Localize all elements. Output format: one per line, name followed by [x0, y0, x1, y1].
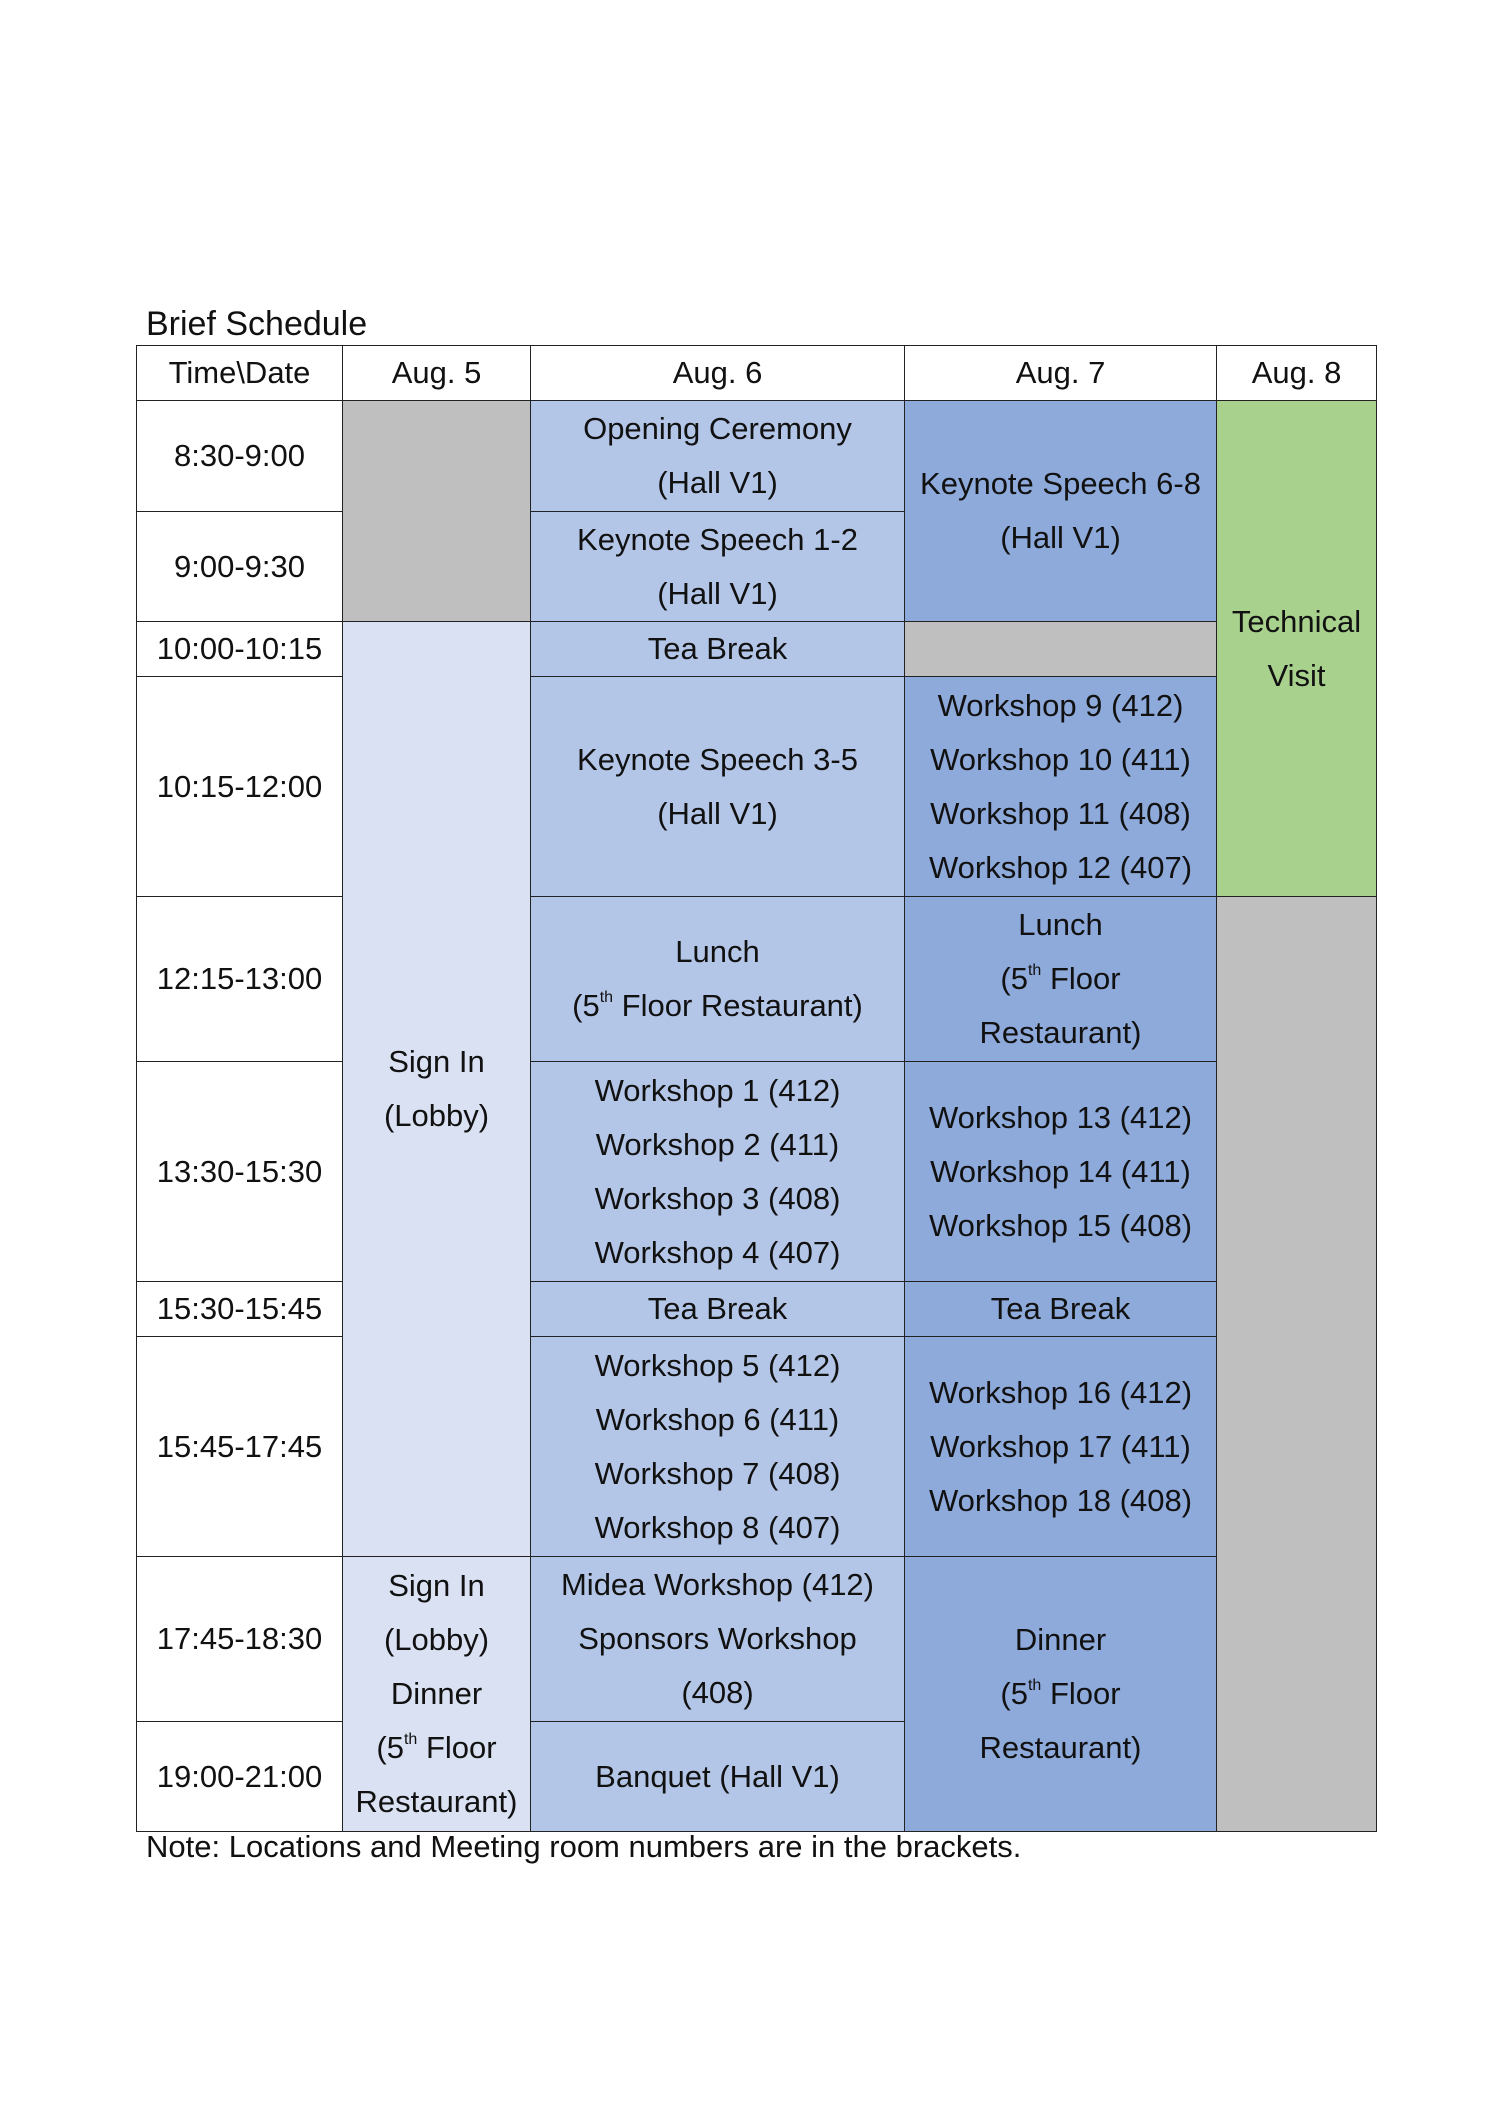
table-row	[137, 677, 1377, 897]
superscript: th	[599, 989, 614, 1006]
table-row	[137, 1557, 1377, 1722]
keynote-3-5-cell	[531, 677, 905, 897]
time-cell: 9:00-9:30	[137, 512, 343, 622]
cell-line: Workshop 4 (407)	[594, 1234, 841, 1270]
text-part: Floor	[417, 1730, 497, 1765]
cell-line: Workshop 3 (408)	[594, 1180, 841, 1216]
cell-line: (Hall V1)	[1000, 520, 1121, 555]
cell-line: Workshop 6 (411)	[595, 1401, 840, 1437]
cell-line: Workshop 14 (411)	[930, 1153, 1191, 1189]
cell-line: Sponsors Workshop	[578, 1621, 857, 1656]
cell-line: Workshop 15 (408)	[928, 1207, 1193, 1243]
text-part: Floor Restaurant)	[613, 988, 863, 1023]
cell-line: Restaurant)	[979, 1730, 1142, 1765]
sign-in-dinner-cell	[343, 1557, 531, 1832]
time-cell: 13:30-15:30	[137, 1062, 343, 1282]
keynote-1-2-cell	[531, 512, 905, 622]
superscript: th	[1027, 962, 1042, 979]
workshops-16-18-cell	[905, 1337, 1217, 1557]
cell-line: Workshop 9 (412)	[937, 687, 1184, 723]
workshops-9-12-cell	[905, 677, 1217, 897]
table-row	[137, 897, 1377, 1062]
text-part: (5	[572, 988, 600, 1023]
header-aug6: Aug. 6	[531, 346, 905, 401]
tea-break-cell: Tea Break	[531, 1282, 905, 1337]
document-title: Brief Schedule	[146, 305, 368, 343]
cell-line: Visit	[1267, 657, 1326, 693]
empty-cell	[343, 401, 531, 622]
cell-line: Technical	[1231, 603, 1362, 639]
header-aug7: Aug. 7	[905, 346, 1217, 401]
cell-line: Workshop 7 (408)	[594, 1455, 841, 1491]
time-cell: 10:15-12:00	[137, 677, 343, 897]
time-cell: 10:00-10:15	[137, 622, 343, 677]
cell-line: Lunch	[675, 934, 760, 969]
time-cell: 15:30-15:45	[137, 1282, 343, 1337]
cell-line	[905, 952, 1216, 1006]
schedule-table	[136, 345, 1377, 1832]
cell-line: Dinner	[1014, 1622, 1107, 1657]
superscript: th	[1027, 1677, 1042, 1694]
empty-cell	[905, 622, 1217, 677]
tea-break-cell: Tea Break	[905, 1282, 1217, 1337]
cell-line: Sign In	[388, 1044, 485, 1079]
cell-line: Workshop 1 (412)	[594, 1072, 841, 1108]
time-cell: 15:45-17:45	[137, 1337, 343, 1557]
cell-line: Workshop 13 (412)	[928, 1099, 1193, 1135]
footnote: Note: Locations and Meeting room numbers are in the brackets.	[146, 1829, 1022, 1864]
header-aug5: Aug. 5	[343, 346, 531, 401]
cell-line: Lunch	[1018, 907, 1103, 942]
banquet-cell: Banquet (Hall V1)	[531, 1722, 905, 1832]
technical-visit-cell	[1217, 401, 1377, 897]
table-row	[137, 1062, 1377, 1282]
cell-line: Workshop 11 (408)	[930, 795, 1191, 831]
cell-line: Restaurant)	[979, 1015, 1142, 1050]
tea-break-cell: Tea Break	[531, 622, 905, 677]
time-cell: 19:00-21:00	[137, 1722, 343, 1832]
time-cell: 17:45-18:30	[137, 1557, 343, 1722]
superscript: th	[403, 1731, 418, 1748]
cell-line: Workshop 2 (411)	[595, 1126, 840, 1162]
cell-line: Keynote Speech 3-5	[577, 741, 858, 777]
cell-line: Workshop 16 (412)	[928, 1374, 1193, 1410]
cell-line: Sign In	[388, 1568, 485, 1603]
time-cell: 12:15-13:00	[137, 897, 343, 1062]
sign-in-cell	[343, 622, 531, 1557]
cell-line: (Lobby)	[383, 1622, 490, 1657]
cell-line: Workshop 8 (407)	[594, 1509, 841, 1545]
table-row	[137, 1337, 1377, 1557]
workshops-13-15-cell	[905, 1062, 1217, 1282]
cell-line: (Hall V1)	[657, 795, 778, 831]
dinner-cell	[905, 1557, 1217, 1832]
time-cell: 8:30-9:00	[137, 401, 343, 512]
cell-line: (Hall V1)	[657, 575, 778, 611]
cell-line: (Hall V1)	[657, 465, 778, 500]
table-row	[137, 622, 1377, 677]
cell-line: Workshop 5 (412)	[594, 1347, 841, 1383]
lunch-cell	[905, 897, 1217, 1062]
header-aug8: Aug. 8	[1217, 346, 1377, 401]
table-row	[137, 401, 1377, 512]
cell-line: (408)	[681, 1675, 754, 1710]
table-row	[137, 1282, 1377, 1337]
cell-line: Workshop 10 (411)	[930, 741, 1191, 777]
cell-line	[905, 1667, 1216, 1721]
cell-line: Keynote Speech 6-8	[920, 466, 1201, 501]
cell-line: Workshop 18 (408)	[928, 1482, 1193, 1518]
lunch-cell	[531, 897, 905, 1062]
cell-line: Dinner	[390, 1676, 483, 1711]
empty-cell	[1217, 897, 1377, 1832]
header-row	[137, 346, 1377, 401]
text-part: (5	[1000, 961, 1028, 996]
cell-line: Restaurant)	[355, 1784, 518, 1819]
text-part: Floor	[1041, 961, 1121, 996]
header-time-date: Time\Date	[137, 346, 343, 401]
cell-line: Workshop 17 (411)	[930, 1428, 1191, 1464]
cell-line	[343, 1721, 530, 1775]
workshops-5-8-cell	[531, 1337, 905, 1557]
workshops-1-4-cell	[531, 1062, 905, 1282]
text-part: (5	[1000, 1676, 1028, 1711]
opening-ceremony-cell	[531, 401, 905, 512]
text-part: Floor	[1041, 1676, 1121, 1711]
cell-line: Midea Workshop (412)	[560, 1567, 874, 1602]
keynote-6-8-cell	[905, 401, 1217, 622]
cell-line: Workshop 12 (407)	[928, 849, 1193, 885]
cell-line	[531, 979, 904, 1033]
cell-line: (Lobby)	[383, 1098, 490, 1133]
cell-line: Opening Ceremony	[583, 411, 852, 446]
evening-workshops-cell	[531, 1557, 905, 1722]
cell-line: Keynote Speech 1-2	[577, 521, 858, 557]
text-part: (5	[376, 1730, 404, 1765]
